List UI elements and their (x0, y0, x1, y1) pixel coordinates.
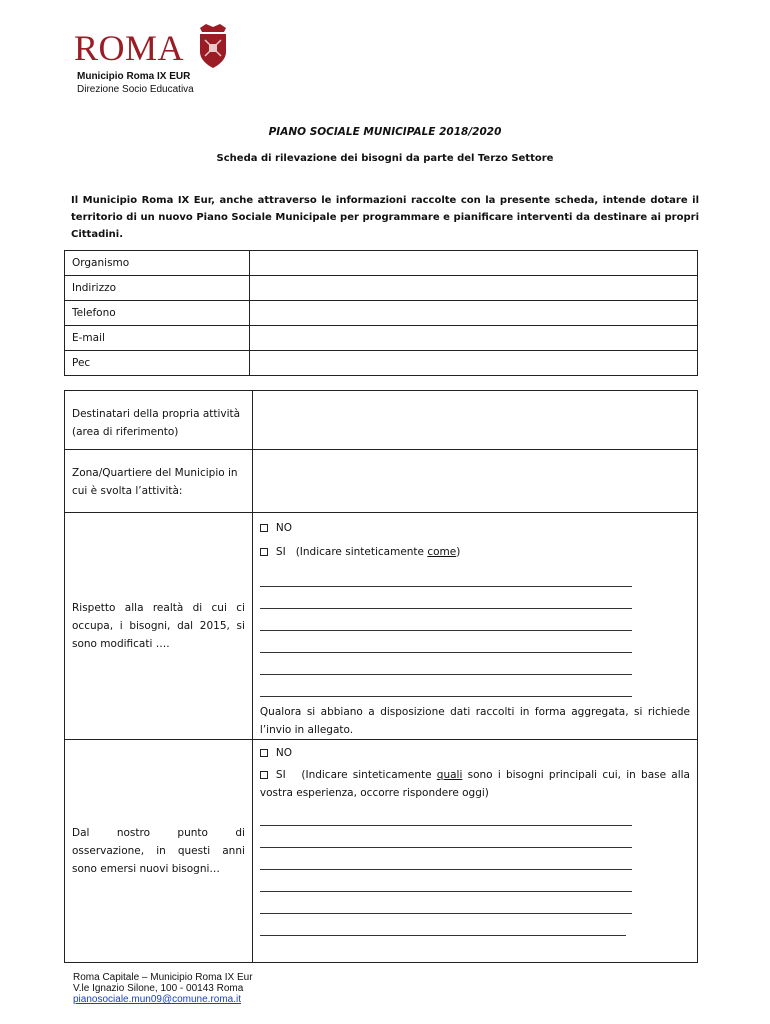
answer-line[interactable] (260, 892, 632, 914)
checkbox-icon[interactable] (260, 548, 268, 556)
footer-organization: Roma Capitale – Municipio Roma IX Eur (73, 972, 253, 983)
zona-field[interactable] (252, 450, 697, 513)
q2-option-no[interactable]: NO (260, 740, 690, 762)
telefono-field[interactable] (249, 301, 697, 326)
answer-line[interactable] (260, 826, 632, 848)
answer-line[interactable] (260, 587, 632, 609)
answer-line[interactable] (260, 609, 632, 631)
intro-paragraph: Il Municipio Roma IX Eur, anche attraverso le informazioni raccolte con la presente scheda, intende dotare il territorio di un nuovo Piano Sociale Municipale per programmare e pianificare interventi da destinare ai propri Cittadini. (71, 195, 699, 240)
q1-answer-lines[interactable] (260, 561, 690, 697)
document-title: PIANO SOCIALE MUNICIPALE 2018/2020 (268, 126, 502, 138)
email-label: E-mail (65, 326, 250, 351)
pec-field[interactable] (249, 351, 697, 376)
table-row (65, 450, 698, 513)
roma-crest-icon (196, 22, 230, 70)
q2-cell (65, 740, 253, 963)
roma-logo (74, 22, 234, 72)
document-subtitle: Scheda di rilevazione dei bisogni da parte del Terzo Settore (216, 153, 554, 164)
checkbox-icon[interactable] (260, 524, 268, 532)
footer-email-link[interactable]: pianosociale.mun09@comune.roma.it (73, 994, 242, 1005)
q1-cell (65, 513, 253, 740)
table-row (65, 740, 698, 963)
table-row (65, 276, 698, 301)
checkbox-icon[interactable] (260, 771, 268, 779)
telefono-label: Telefono (65, 301, 250, 326)
pec-label: Pec (65, 351, 250, 376)
q2-answer-lines[interactable] (260, 802, 690, 936)
answer-line[interactable] (260, 675, 632, 697)
q1-option-si[interactable]: SI (Indicare sinteticamente come) (260, 537, 690, 561)
organismo-field[interactable] (249, 251, 697, 276)
table-row (65, 301, 698, 326)
destinatari-cell (65, 391, 253, 450)
table-row (65, 513, 698, 740)
logo-wordmark: ROMA (74, 28, 185, 68)
table-row (65, 326, 698, 351)
q1-answer-cell (252, 513, 697, 740)
answer-line[interactable] (260, 653, 632, 675)
q2-option-si[interactable]: SI (Indicare sinteticamente quali sono i bisogni principali cui, in base alla vostra esperienza, occorre rispondere oggi) (259, 769, 690, 799)
municipality-name: Municipio Roma IX EUR (77, 71, 191, 82)
answer-line[interactable] (260, 870, 632, 892)
table-row (65, 251, 698, 276)
q2-answer-cell (252, 740, 697, 963)
answer-line[interactable] (260, 804, 632, 826)
answer-line[interactable] (260, 565, 632, 587)
answer-line[interactable] (260, 631, 632, 653)
checkbox-icon[interactable] (260, 749, 268, 757)
destinatari-field[interactable] (252, 391, 697, 450)
contact-table (64, 250, 698, 376)
q1-option-no[interactable]: NO (260, 513, 690, 537)
organismo-label: Organismo (65, 251, 250, 276)
indirizzo-field[interactable] (249, 276, 697, 301)
email-field[interactable] (249, 326, 697, 351)
indirizzo-label: Indirizzo (65, 276, 250, 301)
destinatari-label: Destinatari della propria attività (area di riferimento) (72, 408, 241, 438)
q1-label: Rispetto alla realtà di cui ci occupa, i bisogni, dal 2015, si sono modificati …. (72, 602, 245, 650)
answer-line[interactable] (260, 848, 632, 870)
zona-label: Zona/Quartiere del Municipio in cui è svolta l’attività: (72, 467, 238, 497)
answer-line[interactable] (260, 914, 626, 936)
footer-address: V.le Ignazio Silone, 100 - 00143 Roma (73, 983, 244, 994)
survey-table (64, 390, 698, 963)
department-name: Direzione Socio Educativa (77, 84, 194, 95)
q2-label: Dal nostro punto di osservazione, in questi anni sono emersi nuovi bisogni… (72, 827, 245, 875)
zona-cell (65, 450, 253, 513)
footer (73, 972, 253, 1005)
q1-note: Qualora si abbiano a disposizione dati raccolti in forma aggregata, si richiede l’invio in allegato. (259, 706, 690, 736)
table-row (65, 391, 698, 450)
table-row (65, 351, 698, 376)
